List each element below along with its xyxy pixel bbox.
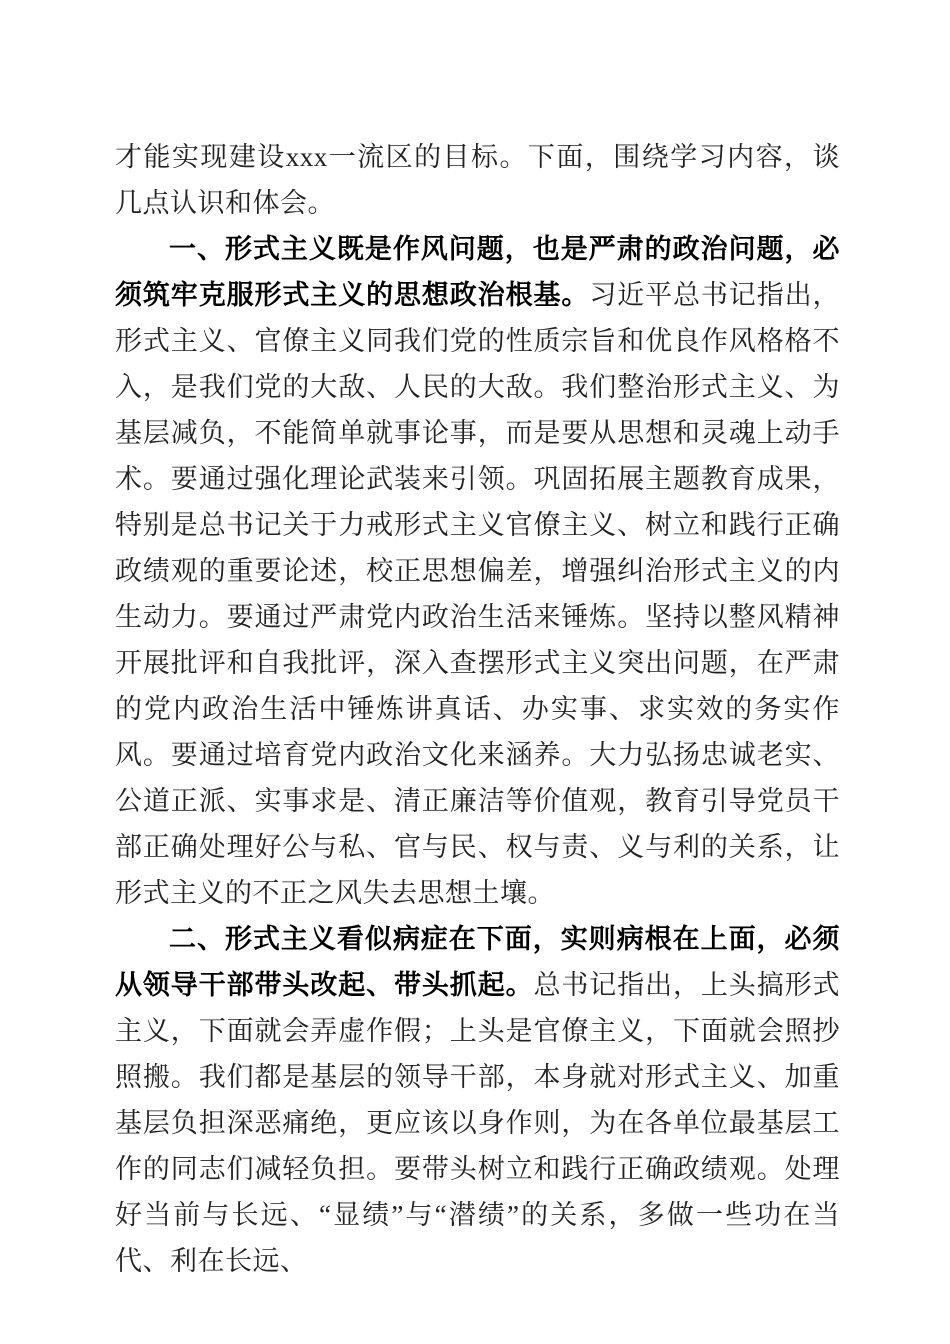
paragraph-heading-run: 一、形式主义既是作风问题，也是严肃的政治问题，必须筑牢克服形式主义的思想政治根基。 [115, 234, 840, 310]
paragraph [115, 134, 840, 226]
document-text-body [115, 134, 840, 1284]
paragraph-text-run: 才能实现建设xxx一流区的目标。下面，围绕学习内容，谈几点认识和体会。 [115, 142, 840, 218]
paragraph [115, 916, 840, 1284]
paragraph [115, 226, 840, 916]
paragraph-heading-run: 二、形式主义看似病症在下面，实则病根在上面，必须从领导干部带头改起、带头抓起。 [115, 924, 840, 1000]
paragraph-text-run: 总书记指出，上头搞形式主义，下面就会弄虚作假；上头是官僚主义，下面就会照抄照搬。我们都是基层的领导干部，本身就对形式主义、加重基层负担深恶痛绝，更应该以身作则，为在各单位最基层工作的同志们减轻负担。要带头树立和践行正确政绩观。处理好当前与长远、“显绩”与“潜绩”的关系，多做一些功在当代、利在长远、 [115, 970, 840, 1276]
paragraph-text-run: 习近平总书记指出，形式主义、官僚主义同我们党的性质宗旨和优良作风格格不入，是我们党的大敌、人民的大敌。我们整治形式主义、为基层减负，不能简单就事论事，而是要从思想和灵魂上动手术。要通过强化理论武装来引领。巩固拓展主题教育成果，特别是总书记关于力戒形式主义官僚主义、树立和践行正确政绩观的重要论述，校正思想偏差，增强纠治形式主义的内生动力。要通过严肃党内政治生活来锤炼。坚持以整风精神开展批评和自我批评，深入查摆形式主义突出问题，在严肃的党内政治生活中锤炼讲真话、办实事、求实效的务实作风。要通过培育党内政治文化来涵养。大力弘扬忠诚老实、公道正派、实事求是、清正廉洁等价值观，教育引导党员干部正确处理好公与私、官与民、权与责、义与利的关系，让形式主义的不正之风失去思想土壤。 [115, 280, 841, 908]
